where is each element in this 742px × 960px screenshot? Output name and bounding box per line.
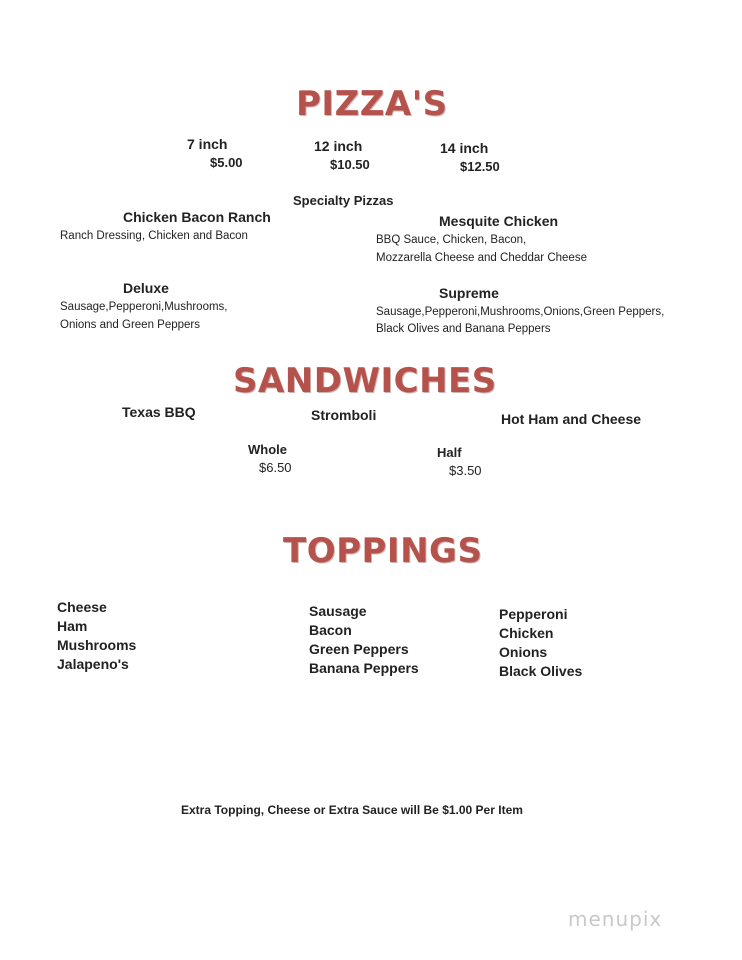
toppings-column-2 bbox=[309, 602, 419, 678]
sandwich-stromboli: Stromboli bbox=[311, 407, 377, 423]
specialty-name-mesquite-chicken: Mesquite Chicken bbox=[439, 213, 559, 229]
topping-item: Jalapeno's bbox=[57, 656, 129, 672]
menupix-watermark: menupix bbox=[568, 907, 663, 931]
topping-item: Pepperoni bbox=[499, 606, 568, 622]
topping-item: Banana Peppers bbox=[309, 660, 419, 676]
topping-item: Mushrooms bbox=[57, 637, 137, 653]
specialty-desc-mesquite-chicken-line1: BBQ Sauce, Chicken, Bacon, bbox=[376, 234, 527, 246]
specialty-pizzas-heading: Specialty Pizzas bbox=[293, 193, 394, 208]
specialty-desc-chicken-bacon-ranch-line1: Ranch Dressing, Chicken and Bacon bbox=[60, 230, 248, 242]
specialty-name-supreme: Supreme bbox=[439, 285, 499, 301]
sandwich-hot-ham-and-cheese: Hot Ham and Cheese bbox=[501, 411, 642, 427]
specialty-desc-deluxe-line2: Onions and Green Peppers bbox=[60, 319, 201, 331]
topping-item: Bacon bbox=[309, 622, 352, 638]
pizza-size-12-price: $10.50 bbox=[330, 157, 370, 172]
toppings-heading: TOPPINGS bbox=[283, 531, 483, 571]
extra-topping-note: Extra Topping, Cheese or Extra Sauce will Be $1.00 Per Item bbox=[181, 803, 523, 817]
pizza-size-7-price: $5.00 bbox=[210, 155, 243, 170]
topping-item: Onions bbox=[499, 644, 548, 660]
specialty-desc-supreme-line1: Sausage,Pepperoni,Mushrooms,Onions,Green Peppers, bbox=[376, 306, 665, 318]
toppings-column-3 bbox=[499, 605, 582, 681]
sandwich-size-half-label: Half bbox=[437, 445, 462, 460]
pizza-size-7-label: 7 inch bbox=[187, 136, 228, 152]
specialty-desc-mesquite-chicken-line2: Mozzarella Cheese and Cheddar Cheese bbox=[376, 252, 587, 264]
topping-item: Chicken bbox=[499, 625, 554, 641]
specialty-name-deluxe: Deluxe bbox=[123, 280, 169, 296]
pizza-size-14-price: $12.50 bbox=[460, 159, 500, 174]
specialty-name-chicken-bacon-ranch: Chicken Bacon Ranch bbox=[123, 209, 271, 225]
specialty-desc-supreme-line2: Black Olives and Banana Peppers bbox=[376, 323, 551, 335]
sandwich-size-whole-price: $6.50 bbox=[259, 460, 292, 475]
toppings-column-1 bbox=[57, 598, 136, 674]
pizza-size-12-label: 12 inch bbox=[314, 138, 363, 154]
topping-item: Ham bbox=[57, 618, 88, 634]
sandwich-size-whole-label: Whole bbox=[248, 442, 287, 457]
sandwiches-heading: SANDWICHES bbox=[233, 361, 497, 401]
sandwich-size-half-price: $3.50 bbox=[449, 463, 482, 478]
specialty-desc-deluxe-line1: Sausage,Pepperoni,Mushrooms, bbox=[60, 301, 228, 313]
pizza-heading: PIZZA'S bbox=[296, 84, 448, 124]
topping-item: Green Peppers bbox=[309, 641, 409, 657]
topping-item: Black Olives bbox=[499, 663, 583, 679]
topping-item: Cheese bbox=[57, 599, 107, 615]
topping-item: Sausage bbox=[309, 603, 367, 619]
pizza-size-14-label: 14 inch bbox=[440, 140, 489, 156]
sandwich-texas-bbq: Texas BBQ bbox=[122, 404, 196, 420]
